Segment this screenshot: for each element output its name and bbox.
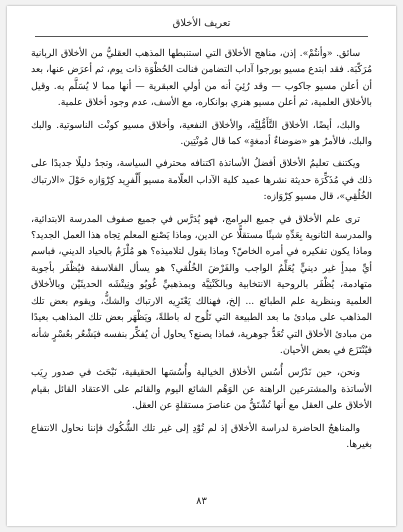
book-page [7,6,396,526]
page-number: ٨٣ [196,496,207,507]
quoted-paragraph: ترى علم الأخلاق في جميع البرامج، فهو يُدَرَّس في جميع صفوف المدرسة الابتدائية، والمدرسة الثانوية بِعَدِّهِ شيئًا مستقلًّا عن الدين، وماذا يَصْنع المعلم تِجاه هذا العمل الجديد؟ وماذا يكون تفكيره في أمره الخاصّ؟ وماذا يقول لتلاميذه؟ هو مُلْزَمٌ بالحياد الديني، فباسم أيِّ مبدأٍ غير دينيٍّ يُعَلِّمُ الواجب والفَرْضَ الخُلُقي؟ هو يسأل الفلاسفة فيُظْفَر بأجوبة متهادمة، يُظْفَر بالروحية الانتخابية وبالكَنْتِيَّة وبمذهبيِّ غُويُو ونِيتْشَه الحديثَيْن وبالأخلاق العلمية وبنظرية علم الطبائع ... إلخ، فهنالك يَعْتَرِيه الارتباك والشكُّ، ويقوم بعض تلك المذاهب على مبادئ ما بعد الطبيعة التي تَلُوح له باطلةً، ويَظْهَر بعض تلك المذاهب بعيدًا من مبادئ الأخلاق التي تُعَدُّ جوهرية، فماذا يصنع؟ يحاول أن يُفكِّر بنفسه فيَشْعُر بعُسْرٍ شأنه فيُنْتَزَع في بعض الأحيان. [31,213,372,356]
paragraph: سائق. «وأنتُمْ». إذن، مناهج الأخلاق التي استنبطها المذهب العقليُّ من الأخلاق الربانية مُرَكّبَة. فقد ابتدع مسيو بورجوا آداب التضامن فنالت الحُظْوَة ذات يوم، ثم أعرَض عنها، بعد أن أعلن مسيو جاكوب — وقد رُئِيَ أنه من أولي العبقرية — أنها مما لا يُسَلَّم به. وقيل بالأخلاق العلمية، ثم أعلن مسيو هنري بوانكاره، مع الأسف، عدم وجود أخلاق علمية. [31,48,372,109]
paragraph: ويكتنف تعليمُ الأخلاق أفضلُ الأساتذة اكتنافه محترفي السياسة، وتجدُ دليلًا جديدًا على ذلك في مُذَكِّرَة حديثة نشرها عميد كلية الآداب العلّامة مسيو أَلْفرِيد كِرْوَازه حَوْلَ «الارتباك الخُلُقِي»، قال مسيو كِرْوَازه: [31,158,372,203]
running-head: تعريف الأخلاق [172,18,231,29]
page-body [31,46,372,459]
paragraph: ونحن، حين نَدْرُس أُسُس الأخلاق الخيالية وأُسُسَها الحقيقية، نَبْحَث في صدور رِيَب الأساتذة والمشترعين الراهنة عن الوَهْم الشائع اليوم والقائم على الاعتقاد القائل بقيام الأخلاق على العقل مع أنها تُشْتَقُّ من عناصرَ مستقلةٍ عن العقل. [31,367,372,412]
header-rule [35,36,368,37]
paragraph: والبك، أيضًا، الأخلاق التَّأَمُّلِيَّة، والأخلاق النفعية، وأخلاق مسيو كونْت الناسوتية. والبك والبك، فالأمرُ هو «ضوضاءٌ أدمغةٍ» كما قال مُونْتِين. [31,119,372,148]
paragraph: والمناهجُ الحاضرة لدراسة الأخلاق إذ لم تُوْدِ إلى غير تلك الشُّكُوك فإننا نحاول الانتفاع بغيرها. [31,422,372,450]
